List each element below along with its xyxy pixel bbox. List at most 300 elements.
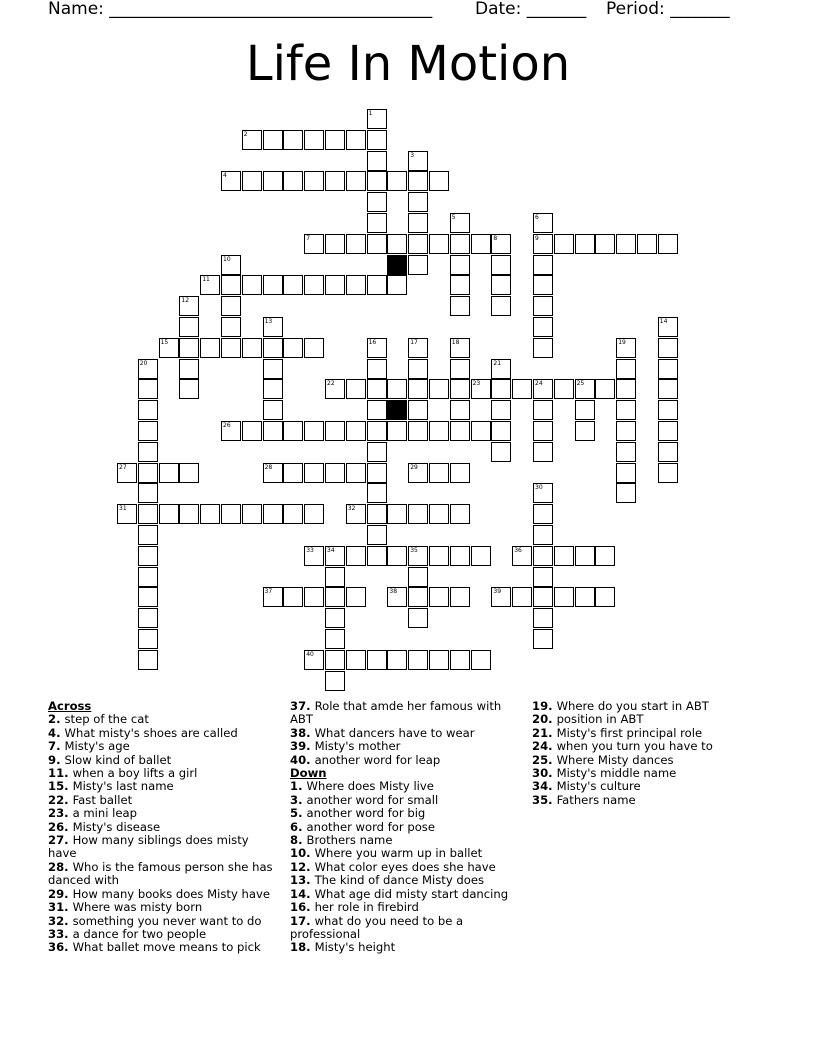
grid-cell[interactable] [658,359,678,379]
grid-cell[interactable] [367,504,387,524]
clue [290,834,520,847]
grid-cell[interactable] [346,421,366,441]
grid-cell[interactable] [491,255,511,275]
grid-cell[interactable] [512,546,532,566]
grid-cell[interactable] [408,650,428,670]
grid-cell[interactable] [450,546,470,566]
grid-cell[interactable] [346,130,366,150]
grid-cell[interactable] [325,171,345,191]
grid-cell[interactable] [367,192,387,212]
grid-cell[interactable] [138,442,158,462]
grid-cell[interactable] [367,275,387,295]
grid-cell[interactable] [575,234,595,254]
clue-text: another word for leap [314,752,441,767]
grid-cell[interactable] [408,463,428,483]
grid-cell[interactable] [575,400,595,420]
grid-cell[interactable] [367,421,387,441]
grid-cell[interactable] [367,483,387,503]
grid-cell[interactable] [575,421,595,441]
grid-cell[interactable] [533,546,553,566]
grid-cell[interactable] [554,379,574,399]
grid-cell[interactable] [283,587,303,607]
grid-cell[interactable] [429,421,449,441]
black-square [387,255,407,275]
grid-cell[interactable] [408,504,428,524]
grid-cell[interactable] [450,379,470,399]
grid-cell[interactable] [263,275,283,295]
grid-cell[interactable] [387,421,407,441]
grid-cell[interactable] [450,296,470,316]
grid-cell[interactable] [179,463,199,483]
grid-cell[interactable] [429,379,449,399]
grid-cell[interactable] [283,171,303,191]
clue-text: a dance for two people [72,926,207,941]
grid-cell[interactable] [367,525,387,545]
grid-cell[interactable] [117,504,137,524]
grid-cell[interactable] [387,379,407,399]
grid-cell[interactable] [575,379,595,399]
grid-cell[interactable] [533,421,553,441]
grid-cell[interactable] [367,400,387,420]
grid-cell[interactable] [283,275,303,295]
grid-cell[interactable] [367,171,387,191]
grid-cell[interactable] [533,213,553,233]
grid-cell[interactable] [450,275,470,295]
grid-cell[interactable] [325,130,345,150]
grid-cell[interactable] [471,421,491,441]
clue-text: The kind of dance Misty does [314,873,485,888]
clue-text: How many books does Misty have [72,886,270,901]
grid-cell[interactable] [304,234,324,254]
grid-cell[interactable] [533,567,553,587]
grid-cell[interactable] [658,379,678,399]
grid-cell[interactable] [471,234,491,254]
grid-cell[interactable] [408,192,428,212]
grid-cell[interactable] [346,379,366,399]
grid-cell[interactable] [450,463,470,483]
grid-cell[interactable] [408,421,428,441]
grid-cell[interactable] [304,130,324,150]
clue-text: Where you warm up in ballet [314,846,483,861]
clue-number: 5 [451,214,456,221]
grid-cell[interactable] [179,338,199,358]
grid-cell[interactable] [616,234,636,254]
grid-cell[interactable] [367,213,387,233]
grid-cell[interactable] [554,234,574,254]
grid-cell[interactable] [512,587,532,607]
clue-text: Misty's culture [556,779,641,794]
grid-cell[interactable] [346,504,366,524]
grid-cell[interactable] [450,213,470,233]
grid-cell[interactable] [387,234,407,254]
grid-cell[interactable] [325,546,345,566]
clue-number: 9. [48,752,65,767]
grid-cell[interactable] [138,379,158,399]
clue-number: 38. [290,725,315,740]
clue-number: 26 [223,422,231,429]
clue-number: 16 [368,338,377,346]
grid-cell[interactable] [616,421,636,441]
grid-cell[interactable] [200,338,220,358]
grid-cell[interactable] [533,296,553,316]
clue-number: 30 [535,484,543,492]
grid-cell[interactable] [658,338,678,358]
clue-number: 27 [119,463,127,471]
name-field[interactable]: Name: ______________________________________ [48,0,433,19]
grid-cell[interactable] [491,359,511,379]
grid-cell[interactable] [616,442,636,462]
grid-cell[interactable] [429,234,449,254]
grid-cell[interactable] [367,130,387,150]
clue [290,754,520,767]
grid-cell[interactable] [658,317,678,337]
clue-number: 2. [48,712,65,727]
grid-cell[interactable] [533,608,553,628]
grid-cell[interactable] [429,587,449,607]
grid-cell[interactable] [429,650,449,670]
grid-cell[interactable] [159,504,179,524]
grid-cell[interactable] [283,338,303,358]
clue-text: step of the cat [64,712,149,727]
clue-text: Misty's last name [72,779,174,794]
clue-text: Fathers name [556,792,636,807]
grid-cell[interactable] [367,359,387,379]
grid-cell[interactable] [367,442,387,462]
grid-cell[interactable] [304,275,324,295]
grid-cell[interactable] [429,463,449,483]
grid-cell[interactable] [159,338,179,358]
grid-cell[interactable] [450,359,470,379]
grid-cell[interactable] [533,587,553,607]
grid-cell[interactable] [138,525,158,545]
grid-cell[interactable] [616,359,636,379]
grid-cell[interactable] [595,234,615,254]
period-field[interactable]: Period: _______ [606,0,730,19]
grid-cell[interactable] [221,504,241,524]
grid-cell[interactable] [242,338,262,358]
grid-cell[interactable] [263,338,283,358]
grid-cell[interactable] [533,255,553,275]
grid-cell[interactable] [491,400,511,420]
grid-cell[interactable] [221,255,241,275]
grid-cell[interactable] [408,171,428,191]
grid-cell[interactable] [533,338,553,358]
grid-cell[interactable] [138,567,158,587]
grid-cell[interactable] [325,608,345,628]
grid-cell[interactable] [533,483,553,503]
grid-cell[interactable] [533,317,553,337]
grid-cell[interactable] [325,421,345,441]
grid-cell[interactable] [367,650,387,670]
grid-cell[interactable] [138,546,158,566]
grid-cell[interactable] [408,151,428,171]
grid-cell[interactable] [117,463,137,483]
clue-text: How many siblings does misty have [48,833,249,861]
grid-cell[interactable] [658,421,678,441]
grid-cell[interactable] [346,650,366,670]
grid-cell[interactable] [325,463,345,483]
grid-cell[interactable] [450,234,470,254]
grid-cell[interactable] [408,567,428,587]
grid-cell[interactable] [346,546,366,566]
clue-number: 34 [327,546,335,554]
grid-cell[interactable] [200,275,220,295]
grid-cell[interactable] [263,504,283,524]
grid-cell[interactable] [450,504,470,524]
grid-cell[interactable] [658,442,678,462]
clue-number: 10. [290,846,315,861]
grid-cell[interactable] [658,463,678,483]
clue-number: 4 [223,172,227,180]
grid-cell[interactable] [138,463,158,483]
clue-number: 17. [290,913,315,928]
grid-cell[interactable] [283,130,303,150]
grid-cell[interactable] [304,546,324,566]
grid-cell[interactable] [304,504,324,524]
clue-column-3 [532,700,762,807]
grid-cell[interactable] [263,587,283,607]
grid-cell[interactable] [325,629,345,649]
clue-text: Misty's first principal role [556,725,703,740]
clue-text: something you never want to do [72,913,262,928]
grid-cell[interactable] [408,546,428,566]
grid-cell[interactable] [325,379,345,399]
grid-cell[interactable] [408,379,428,399]
grid-cell[interactable] [450,255,470,275]
clue-text: another word for small [306,792,439,807]
grid-cell[interactable] [450,400,470,420]
clue-text: Where do you start in ABT [556,699,709,713]
grid-cell[interactable] [491,421,511,441]
clue [290,821,520,834]
grid-cell[interactable] [658,400,678,420]
grid-cell[interactable] [554,546,574,566]
grid-cell[interactable] [138,400,158,420]
grid-cell[interactable] [138,587,158,607]
grid-cell[interactable] [616,338,636,358]
grid-cell[interactable] [367,151,387,171]
grid-cell[interactable] [450,421,470,441]
grid-cell[interactable] [408,255,428,275]
grid-cell[interactable] [533,379,553,399]
clue-column-2 [290,700,520,955]
grid-cell[interactable] [179,317,199,337]
clue-number: 18 [451,338,460,346]
grid-cell[interactable] [367,234,387,254]
clue-number: 20. [532,712,557,727]
grid-cell[interactable] [242,171,262,191]
grid-cell[interactable] [263,463,283,483]
grid-cell[interactable] [367,463,387,483]
grid-cell[interactable] [346,171,366,191]
grid-cell[interactable] [429,504,449,524]
grid-cell[interactable] [263,171,283,191]
grid-cell[interactable] [533,504,553,524]
grid-cell[interactable] [408,400,428,420]
grid-cell[interactable] [408,234,428,254]
clue [290,901,520,914]
clue-number: 22. [48,792,73,807]
grid-cell[interactable] [138,650,158,670]
grid-cell[interactable] [138,504,158,524]
grid-cell[interactable] [221,338,241,358]
grid-cell[interactable] [221,317,241,337]
grid-cell[interactable] [491,379,511,399]
grid-cell[interactable] [533,442,553,462]
grid-cell[interactable] [346,587,366,607]
grid-cell[interactable] [283,463,303,483]
clue [48,794,278,807]
clue-number: 25 [576,380,585,388]
grid-cell[interactable] [325,567,345,587]
grid-cell[interactable] [387,650,407,670]
grid-cell[interactable] [138,483,158,503]
grid-cell[interactable] [616,379,636,399]
grid-cell[interactable] [200,504,220,524]
clue-text: what do you need to be a professional [290,913,464,941]
clue-text: her role in firebird [314,900,419,915]
clue-text: Who is the famous person she has danced with [48,859,273,888]
grid-cell[interactable] [387,587,407,607]
grid-cell[interactable] [325,587,345,607]
grid-cell[interactable] [242,421,262,441]
grid-cell[interactable] [367,379,387,399]
grid-cell[interactable] [471,650,491,670]
grid-cell[interactable] [304,463,324,483]
grid-cell[interactable] [658,234,678,254]
grid-cell[interactable] [242,130,262,150]
grid-cell[interactable] [575,546,595,566]
clue-number: 22 [327,380,335,388]
grid-cell[interactable] [221,171,241,191]
grid-cell[interactable] [346,234,366,254]
date-field[interactable]: Date: _______ [475,0,587,19]
grid-cell[interactable] [408,213,428,233]
grid-cell[interactable] [221,421,241,441]
grid-cell[interactable] [221,296,241,316]
grid-cell[interactable] [263,130,283,150]
grid-cell[interactable] [512,379,532,399]
grid-cell[interactable] [179,359,199,379]
grid-cell[interactable] [533,525,553,545]
grid-cell[interactable] [533,275,553,295]
grid-cell[interactable] [346,275,366,295]
clue-number: 23 [472,380,481,388]
grid-cell[interactable] [387,546,407,566]
grid-cell[interactable] [471,379,491,399]
clue-number: 11. [48,766,73,781]
grid-cell[interactable] [304,171,324,191]
grid-cell[interactable] [325,671,345,691]
grid-cell[interactable] [304,338,324,358]
grid-cell[interactable] [491,275,511,295]
clue [48,767,278,780]
grid-cell[interactable] [283,421,303,441]
clue-number: 37 [264,588,273,596]
grid-cell[interactable] [387,275,407,295]
grid-cell[interactable] [450,338,470,358]
grid-cell[interactable] [637,234,657,254]
clue-text: Misty's disease [72,819,161,834]
grid-cell[interactable] [429,171,449,191]
grid-cell[interactable] [491,587,511,607]
grid-cell[interactable] [595,379,615,399]
grid-cell[interactable] [575,587,595,607]
grid-cell[interactable] [221,275,241,295]
grid-cell[interactable] [304,421,324,441]
grid-cell[interactable] [533,234,553,254]
grid-cell[interactable] [429,546,449,566]
grid-cell[interactable] [387,504,407,524]
grid-cell[interactable] [263,421,283,441]
grid-cell[interactable] [159,463,179,483]
clue-number: 36 [514,546,522,554]
clue [290,700,520,727]
grid-cell[interactable] [325,275,345,295]
grid-cell[interactable] [554,587,574,607]
grid-cell[interactable] [263,400,283,420]
grid-cell[interactable] [263,359,283,379]
grid-cell[interactable] [263,317,283,337]
grid-cell[interactable] [346,463,366,483]
grid-cell[interactable] [533,629,553,649]
grid-cell[interactable] [263,379,283,399]
clue-number: 27. [48,833,73,848]
clue-text: another word for pose [306,819,435,834]
grid-cell[interactable] [325,234,345,254]
grid-cell[interactable] [367,109,387,129]
grid-cell[interactable] [408,587,428,607]
grid-cell[interactable] [491,234,511,254]
grid-cell[interactable] [533,400,553,420]
grid-cell[interactable] [491,442,511,462]
grid-cell[interactable] [304,650,324,670]
grid-cell[interactable] [138,421,158,441]
grid-cell[interactable] [138,629,158,649]
grid-cell[interactable] [325,650,345,670]
grid-cell[interactable] [471,546,491,566]
clue-text: Where Misty dances [556,752,674,767]
grid-cell[interactable] [179,379,199,399]
grid-cell[interactable] [450,587,470,607]
clue-number: 13 [264,318,273,325]
grid-cell[interactable] [304,587,324,607]
grid-cell[interactable] [283,504,303,524]
grid-cell[interactable] [138,359,158,379]
grid-cell[interactable] [138,608,158,628]
grid-cell[interactable] [367,338,387,358]
grid-cell[interactable] [387,171,407,191]
clue-number: 33. [48,926,73,941]
grid-cell[interactable] [450,650,470,670]
grid-cell[interactable] [595,546,615,566]
grid-cell[interactable] [408,338,428,358]
grid-cell[interactable] [242,275,262,295]
grid-cell[interactable] [616,463,636,483]
grid-cell[interactable] [595,587,615,607]
grid-cell[interactable] [179,504,199,524]
clue-number: 19 [618,338,626,346]
grid-cell[interactable] [242,504,262,524]
grid-cell[interactable] [491,296,511,316]
clue-text: What misty's shoes are called [64,725,238,740]
grid-cell[interactable] [367,546,387,566]
grid-cell[interactable] [408,608,428,628]
grid-cell[interactable] [179,296,199,316]
grid-cell[interactable] [616,483,636,503]
grid-cell[interactable] [408,359,428,379]
grid-cell[interactable] [616,400,636,420]
